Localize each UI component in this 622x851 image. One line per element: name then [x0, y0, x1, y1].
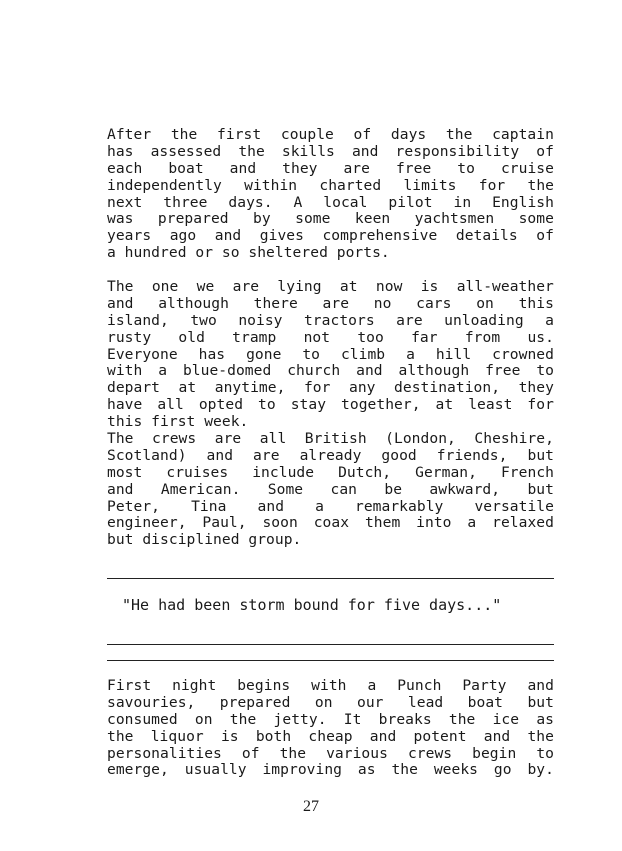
text-line — [107, 228, 554, 245]
paragraph-2 — [107, 279, 554, 431]
word: by. — [527, 761, 554, 779]
word: Cheshire, — [474, 430, 554, 447]
word: old — [178, 328, 205, 346]
word: are — [322, 294, 350, 312]
word: of — [241, 744, 260, 762]
word: for — [303, 379, 331, 397]
word: First — [107, 677, 152, 694]
word: tractors — [303, 311, 375, 329]
word: no — [373, 294, 392, 312]
word: days. — [228, 193, 273, 211]
text-line — [107, 515, 554, 532]
word: now — [375, 278, 403, 295]
word: the — [527, 176, 554, 194]
word: the — [527, 727, 554, 745]
text-line — [107, 195, 554, 212]
word: ago — [169, 227, 197, 245]
text-line — [107, 678, 554, 695]
word: was — [107, 210, 134, 228]
text-line — [107, 178, 554, 195]
word: The — [107, 278, 134, 295]
word: Peter, — [107, 497, 161, 515]
text-line — [107, 330, 554, 347]
text-line — [107, 380, 554, 397]
divider-rule-top — [107, 578, 554, 579]
word: prepared — [157, 210, 229, 228]
text-line — [107, 431, 554, 448]
word: and — [107, 480, 134, 498]
word: versatile — [474, 497, 554, 515]
word: some — [295, 210, 331, 228]
word: English — [492, 193, 554, 211]
word: It — [343, 710, 362, 728]
text-line — [107, 762, 554, 779]
word: savouries, — [107, 693, 196, 711]
text-line: a hundred or so sheltered ports. — [107, 244, 390, 262]
word: the — [229, 710, 257, 728]
word: this — [518, 294, 554, 312]
word: them — [364, 514, 401, 532]
word: local — [323, 193, 368, 211]
word: there — [253, 294, 298, 312]
word: can — [330, 480, 357, 498]
word: responsibility — [395, 142, 520, 160]
word: island, — [107, 311, 169, 329]
text-line — [107, 211, 554, 228]
word: of — [536, 227, 554, 245]
word: as — [357, 761, 376, 779]
word: Party — [462, 677, 507, 694]
word: have — [107, 396, 143, 414]
word: but — [527, 480, 554, 498]
word: charted — [319, 176, 382, 194]
word: unloading — [444, 311, 524, 329]
word: The — [107, 430, 134, 447]
word: independently — [107, 176, 222, 194]
word: After — [107, 126, 152, 143]
word: opted — [198, 396, 244, 414]
pull-quote: "He had been storm bound for five days..." — [122, 596, 502, 614]
word: has — [107, 142, 134, 160]
word: are — [396, 311, 423, 329]
word: three — [163, 193, 208, 211]
word: with — [107, 362, 143, 380]
word: soon — [262, 514, 298, 532]
word: as — [536, 710, 554, 728]
word: breaks — [378, 710, 432, 728]
word: into — [416, 514, 452, 532]
word: keen — [354, 210, 391, 228]
word: prepared — [219, 693, 291, 711]
word: a — [406, 345, 415, 363]
text-line — [107, 465, 554, 482]
word: improving — [262, 761, 342, 779]
text-line — [107, 448, 554, 465]
word: a — [315, 497, 324, 515]
word: couple — [280, 126, 334, 143]
word: crews — [152, 430, 197, 447]
word: already — [299, 446, 362, 464]
text-line — [107, 712, 554, 729]
word: church — [287, 362, 341, 380]
word: cheap — [308, 727, 353, 745]
word: crews — [407, 744, 453, 762]
word: from — [464, 328, 501, 346]
word: any — [349, 379, 376, 397]
word: lying — [277, 278, 322, 295]
word: not — [303, 328, 331, 346]
word: stay — [290, 396, 327, 414]
word: they — [518, 379, 554, 397]
word: and — [351, 142, 379, 160]
text-line — [107, 296, 554, 313]
word: a — [158, 362, 168, 380]
word: each — [107, 159, 143, 177]
word: has — [198, 345, 226, 363]
word: and — [107, 294, 134, 312]
word: gone — [246, 345, 282, 363]
word: good — [381, 446, 417, 464]
word: depart — [107, 379, 161, 397]
paragraph-3 — [107, 431, 554, 549]
text-line — [107, 127, 554, 144]
word: pilot — [388, 193, 433, 211]
word: and — [229, 159, 257, 177]
word: and — [527, 677, 554, 694]
word: remarkably — [355, 497, 444, 515]
word: to — [258, 396, 276, 414]
word: are — [343, 159, 370, 177]
word: consumed — [107, 710, 178, 728]
word: for — [527, 396, 554, 414]
word: various — [326, 744, 388, 762]
word: and — [483, 727, 511, 745]
page-number: 27 — [303, 798, 319, 815]
word: on — [314, 693, 333, 711]
word: and — [369, 727, 397, 745]
word: we — [196, 278, 215, 295]
word: yachtsmen — [414, 210, 495, 228]
word: of — [353, 126, 372, 143]
word: captain — [492, 126, 554, 143]
word: but — [527, 693, 554, 711]
word: on — [476, 294, 494, 312]
word: crowned — [492, 345, 554, 363]
word: Everyone — [107, 345, 178, 363]
word: us. — [527, 328, 554, 346]
word: include — [252, 463, 315, 481]
text-line — [107, 499, 554, 516]
word: limits — [403, 176, 457, 194]
word: both — [255, 727, 292, 745]
word: coax — [313, 514, 350, 532]
text-line — [107, 695, 554, 712]
word: personalities — [107, 744, 222, 762]
text-line — [107, 144, 554, 161]
word: the — [445, 126, 473, 143]
word: are — [253, 446, 280, 464]
word: cruise — [500, 159, 554, 177]
text-line — [107, 279, 554, 296]
word: our — [356, 693, 384, 711]
text-line — [107, 161, 554, 178]
text-line — [107, 482, 554, 499]
word: in — [453, 193, 472, 211]
word: boat — [168, 159, 204, 177]
word: emerge, — [107, 761, 169, 779]
word: all — [259, 430, 287, 447]
word: a — [367, 677, 377, 694]
word: a — [467, 514, 477, 532]
word: the — [448, 710, 476, 728]
word: usually — [184, 761, 247, 779]
word: to — [536, 744, 554, 762]
word: and — [206, 446, 234, 464]
word: Tina — [191, 497, 227, 515]
word: assessed — [150, 142, 222, 160]
text-line — [107, 746, 554, 763]
word: most — [107, 463, 143, 481]
word: gives — [259, 227, 304, 245]
word: French — [500, 463, 554, 481]
word: liquor — [150, 727, 204, 745]
word: Some — [267, 480, 304, 498]
word: hill — [435, 345, 472, 363]
word: and — [356, 362, 383, 380]
word: some — [518, 210, 554, 228]
word: are — [232, 278, 260, 295]
word: least — [468, 396, 513, 414]
word: noisy — [238, 311, 283, 329]
word: are — [214, 430, 242, 447]
word: boat — [467, 693, 504, 711]
word: Punch — [397, 677, 442, 694]
word: begins — [237, 677, 291, 694]
word: far — [411, 328, 438, 346]
word: for — [478, 176, 506, 194]
word: anytime, — [214, 379, 286, 397]
word: weeks — [433, 761, 479, 779]
word: too — [357, 328, 384, 346]
word: at — [178, 379, 197, 397]
word: German, — [415, 463, 477, 481]
word: to — [302, 345, 321, 363]
word: days — [390, 126, 427, 143]
word: skills — [281, 142, 335, 160]
word: but — [527, 446, 554, 464]
divider-rule-middle-2 — [107, 660, 554, 661]
word: the — [107, 727, 134, 745]
word: at — [435, 396, 454, 414]
word: the — [170, 126, 198, 143]
word: to — [536, 362, 554, 380]
word: one — [151, 278, 179, 295]
word: although — [158, 294, 229, 312]
word: British — [304, 430, 367, 447]
word: begin — [472, 744, 517, 762]
word: together, — [341, 396, 421, 414]
word: the — [391, 761, 418, 779]
word: and — [214, 227, 242, 245]
word: all-weather — [456, 278, 554, 295]
word: years — [107, 227, 152, 245]
word: all — [157, 396, 184, 414]
word: go — [493, 761, 512, 779]
word: cars — [416, 294, 452, 312]
word: engineer, — [107, 514, 187, 532]
word: tramp — [232, 328, 277, 346]
text-line — [107, 397, 554, 414]
word: first — [217, 126, 262, 143]
word: the — [279, 744, 307, 762]
text-line — [107, 363, 554, 380]
divider-rule-middle-1 — [107, 644, 554, 645]
word: is — [220, 727, 239, 745]
word: climb — [340, 345, 386, 363]
paragraph-4 — [107, 678, 554, 779]
word: on — [194, 710, 213, 728]
word: with — [311, 677, 347, 694]
word: a — [545, 311, 554, 329]
word: Dutch, — [338, 463, 392, 481]
text-line — [107, 347, 554, 364]
word: although — [398, 362, 470, 380]
word: A — [293, 193, 303, 211]
word: next — [107, 193, 143, 211]
word: details — [455, 227, 518, 245]
text-line — [107, 729, 554, 746]
text-line: this first week. — [107, 413, 249, 431]
word: at — [339, 278, 358, 295]
word: rusty — [107, 328, 152, 346]
word: free — [395, 159, 432, 177]
word: to — [457, 159, 475, 177]
word: Paul, — [202, 514, 247, 532]
word: awkward, — [429, 480, 501, 498]
word: American. — [160, 480, 241, 498]
text-line — [107, 313, 554, 330]
word: relaxed — [492, 514, 554, 532]
word: destination, — [394, 379, 501, 397]
word: within — [244, 176, 298, 194]
word: be — [384, 480, 403, 498]
word: by — [253, 210, 271, 228]
word: night — [172, 677, 217, 694]
word: comprehensive — [322, 227, 438, 245]
word: two — [190, 311, 217, 329]
word: jetty. — [273, 710, 327, 728]
word: ice — [492, 710, 520, 728]
word: free — [485, 362, 521, 380]
word: Scotland) — [107, 446, 187, 464]
word: lead — [407, 693, 444, 711]
word: cruises — [166, 463, 229, 481]
word: blue-domed — [182, 362, 272, 380]
word: potent — [413, 727, 467, 745]
word: of — [536, 142, 554, 160]
word: is — [420, 278, 439, 295]
text-line: but disciplined group. — [107, 531, 302, 549]
word: they — [282, 159, 318, 177]
word: friends, — [436, 446, 508, 464]
word: and — [257, 497, 285, 515]
word: the — [238, 142, 265, 160]
paragraph-1 — [107, 127, 554, 262]
word: (London, — [385, 430, 456, 447]
